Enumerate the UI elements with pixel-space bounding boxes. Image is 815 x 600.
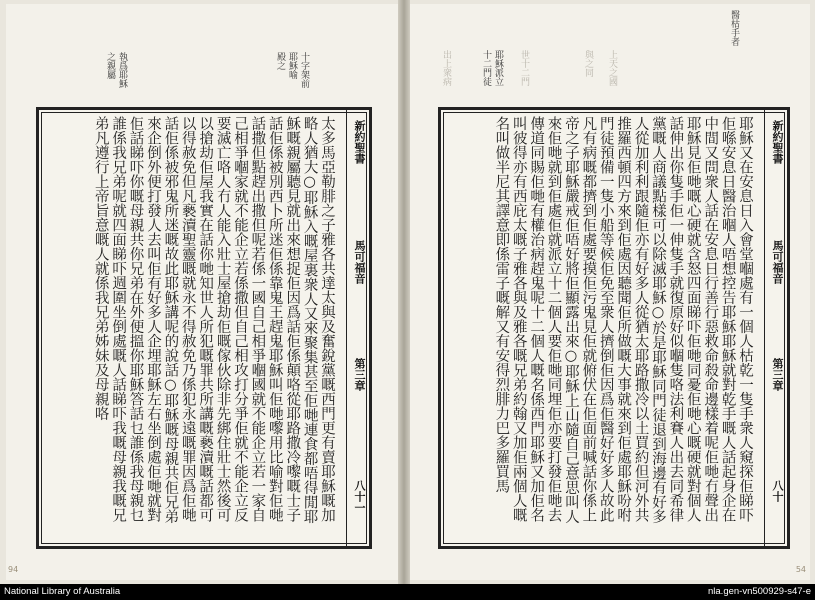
right-margin-note-1: 醫枯手者 xyxy=(729,10,739,46)
left-faint-note xyxy=(58,52,69,112)
right-margin-note-3: 十二門徒 xyxy=(481,50,491,86)
right-text-frame xyxy=(438,107,790,549)
left-margin-note-3: 十字架前 xyxy=(299,52,309,88)
right-page xyxy=(410,4,810,580)
right-header-page-number: 八十 xyxy=(771,480,784,502)
left-margin-note-1: 執爲耶穌 xyxy=(117,52,127,88)
left-header-page-number: 八十一 xyxy=(353,480,366,513)
footer-identifier: nla.gen-vn500929-s47-e xyxy=(708,586,811,597)
book-gutter xyxy=(398,0,410,584)
left-corner-number: 94 xyxy=(8,565,19,574)
left-header-book: 新約聖書 xyxy=(353,120,366,164)
right-margin-note-2: 耶穌派立 xyxy=(493,50,503,86)
right-faint-note-3: 世十二門 xyxy=(519,50,529,86)
left-margin-note-4: 耶穌喻 xyxy=(287,52,297,79)
right-body-text: 耶穌又在安息日入會堂嗰處有一個人枯乾一隻手衆人窺探佢睇吓佢喺安息日醫治嗰人唔想控告耶穌耶穌就對乾手嘅人話起身企在中間又問衆人話在安息日行善行惡救命殺命邊樣着呢佢哋冇聲出耶穌見佢哋嘅心硬就含怒四面睇吓佢哋同憂佢哋心嘅硬就對個人話伸出你隻手佢一伸隻手就復原好似嗰隻咯法利賽人出去同希律黨嘅人商議點樣可以除滅耶穌○於是耶穌同門徒退到海邊有好多人從加利利跟隨佢亦有好多人從猶太耶路撒冷以土買約但河外共推羅西頓四方來到佢處因聽聞佢所做嘅大事就來到佢處耶穌吩咐門徒預備一隻小船等候佢免至衆人擠倒佢因爲佢醫好好多人故此凡有病嘅都擠到佢處要摸佢污鬼見佢就俯伏在佢面前喊話你係上帝之子耶穌嚴戒佢唔好將佢顯露出來○耶穌上山隨自己意思叫人來佢哋就到佢處佢就派立十二個人要佢哋同埋佢亦要打發佢哋去傳道同賜佢哋有權治病趕鬼呢十二個人嘅名係西門耶穌又加佢名叫彼得亦有西庇太嘅子雅各與及雅各嘅兄弟約翰又加佢兩個人嘅名叫做半尼其譯意即係雷子嘅解又有安得烈腓力巴多羅買馬 xyxy=(493,116,753,524)
right-faint-note-4: 出上衆病 xyxy=(441,50,451,86)
left-header-chapter: 第三章 xyxy=(353,358,366,391)
left-margin-note-2: 之親屬 xyxy=(105,52,115,79)
right-header-gospel: 馬可福音 xyxy=(771,240,784,284)
left-margin-note-5: 殿之 xyxy=(275,52,285,70)
footer-source: National Library of Australia xyxy=(4,586,121,597)
right-header-chapter: 第三章 xyxy=(771,358,784,391)
left-page xyxy=(6,4,398,580)
right-header-book: 新約聖書 xyxy=(771,120,784,164)
right-corner-number: 54 xyxy=(795,565,806,574)
left-header-gospel: 馬可福音 xyxy=(353,240,366,284)
right-faint-note-2: 與之同 xyxy=(583,50,593,77)
right-faint-note-1: 上天之國 xyxy=(607,50,617,86)
footer-bar xyxy=(0,584,815,600)
left-body-text: 太多馬亞勒腓之子雅各共達太與及奮銳黨嘅西門更有賣耶穌嘅加略人猶大○耶穌入嘅屋裏衆人又來聚集甚至佢哋連食都唔得閒耶穌嘅親屬聽見就出來想捉佢因爲話佢係顛咯從耶路撒冷嚟嘅士子話佢係被別西卜所迷佢係靠鬼王趕鬼耶穌叫佢哋嚟用比喻對佢哋話撒但點趕出撒但呢若係一國自己相爭嗰國就不能企立若一家自己相爭嗰家就不能企立若係撒但自己相攻打分爭佢就不能企立反要滅亡咯人冇人能入壯士屋搶劫佢嘅傢伙除非先綁住壯士然後可以搶劫佢屋我實在話你哋知世人所犯嘅罪共所講嘅褻瀆嘅話都可以得赦免但凡褻瀆聖靈嘅就永不得赦免乃係犯永遠嘅罪因爲佢哋話佢係被邪鬼所迷嘅故此耶穌講呢的說話○耶穌嘅母親共佢兄弟來企倒外便打發人去叫佢有好多人企埋耶穌左右坐倒處佢哋就對佢話睇吓你嘅母親共你兄弟在外便搵你耶穌答話乜誰係我母親乜誰係我兄弟呢就四面睇吓週圍坐倒處嘅人話睇吓我嘅母親我嘅兄弟凡遵行上帝旨意嘅人就係我兄弟姊妹及母親咯 xyxy=(92,116,335,524)
left-text-frame xyxy=(36,107,372,549)
left-header-column xyxy=(346,110,369,546)
right-header-column xyxy=(764,110,787,546)
